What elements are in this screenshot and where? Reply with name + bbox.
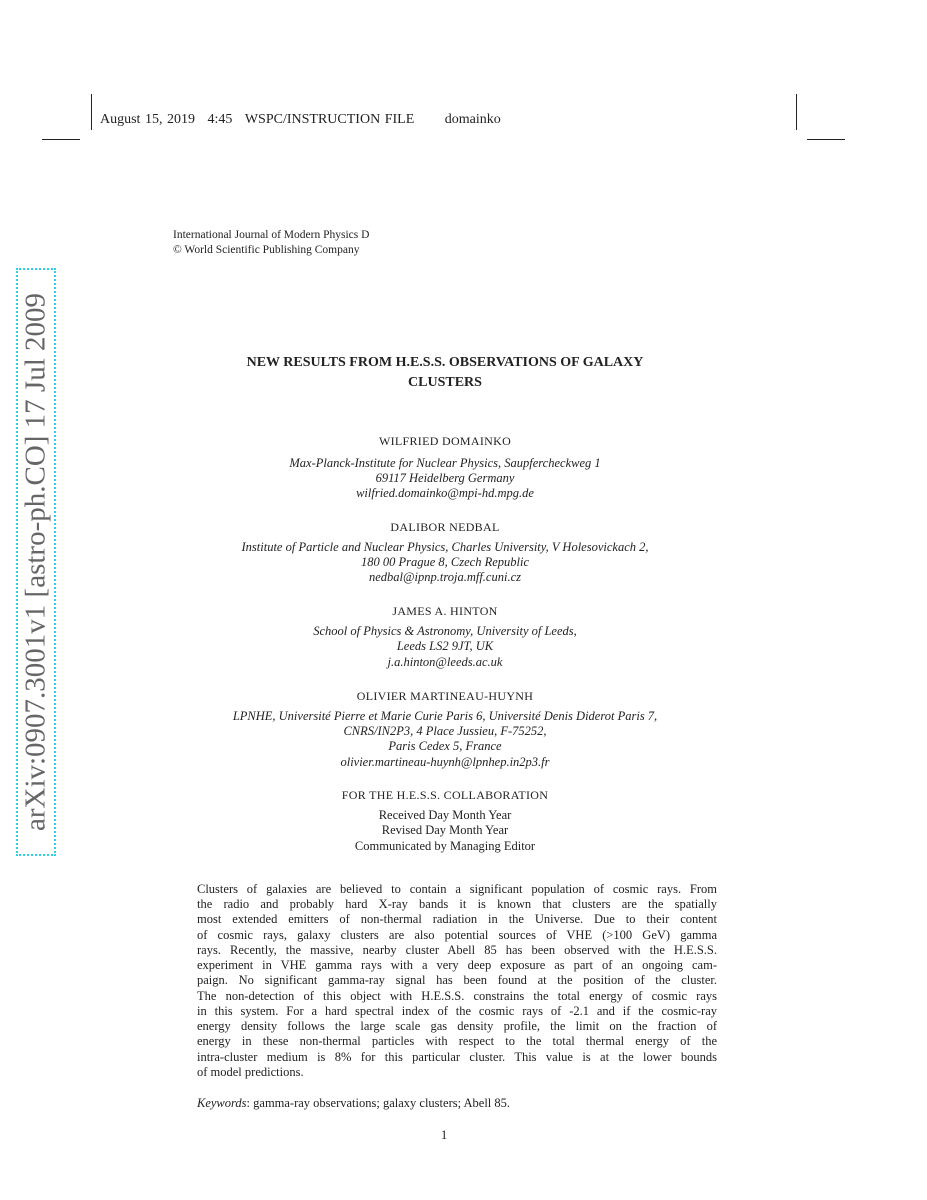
author-affiliation: 180 00 Prague 8, Czech Republic [360,555,530,569]
abstract-line: the radio and probably hard X-ray bands it is known that clusters are the spatially [197,897,717,911]
paper-title: CLUSTERS [408,375,482,390]
abstract-line: rays. Recently, the massive, nearby cluster Abell 85 has been observed with the H.E.S.S. [197,943,717,957]
author-email: olivier.martineau-huynh@lpnhep.in2p3.fr [340,755,550,769]
author-affiliation: Max-Planck-Institute for Nuclear Physics, Saupfercheckweg 1 [289,456,601,470]
abstract-line: energy in these non-thermal particles with respect to the total thermal energy of the [197,1034,717,1048]
journal-copyright: © World Scientific Publishing Company [173,244,360,256]
author-affiliation: 69117 Heidelberg Germany [375,471,515,485]
crop-mark [42,139,80,140]
author-affiliation: Paris Cedex 5, France [388,739,502,753]
received-date: Received Day Month Year [378,808,512,822]
journal-name: International Journal of Modern Physics D [173,229,370,241]
abstract-line: The non-detection of this object with H.E.S.S. constrains the total energy of cosmic rays [197,989,717,1003]
communicated-by: Communicated by Managing Editor [354,839,536,853]
collaboration: FOR THE H.E.S.S. COLLABORATION [341,788,549,802]
abstract-line: of cosmic rays, galaxy clusters are also potential sources of VHE (>100 GeV) gamma [197,928,717,942]
crop-mark [796,94,797,130]
abstract-line: paign. No significant gamma-ray signal has been found at the position of the cluster. [197,973,717,987]
abstract-line: experiment in VHE gamma rays with a very deep exposure as part of an ongoing cam- [197,958,717,972]
author-email: j.a.hinton@leeds.ac.uk [387,655,503,669]
author-name: JAMES A. HINTON [392,604,498,618]
author-affiliation: Leeds LS2 9JT, UK [396,639,494,653]
revised-date: Revised Day Month Year [381,823,509,837]
keywords [197,1096,510,1111]
author-email: wilfried.domainko@mpi-hd.mpg.de [356,486,534,500]
author-affiliation: School of Physics & Astronomy, University of Leeds, [313,624,577,638]
header-date: August 15, 2019 [100,112,195,127]
author-name: OLIVIER MARTINEAU-HUYNH [356,689,534,703]
author-name: DALIBOR NEDBAL [390,520,500,534]
abstract-line: in this system. For a hard spectral index of the cosmic rays of -2.1 and if the cosmic-ray [197,1004,717,1018]
abstract-line: most extended emitters of non-thermal radiation in the Universe. Due to their content [197,912,717,926]
paper-title: NEW RESULTS FROM H.E.S.S. OBSERVATIONS OF GALAXY [246,355,644,370]
keywords-text: : gamma-ray observations; galaxy clusters; Abell 85. [246,1096,511,1110]
author-affiliation: Institute of Particle and Nuclear Physics, Charles University, V Holesovickach 2, [241,540,649,554]
header-file-name: domainko [444,112,501,127]
abstract-line: of model predictions. [197,1065,304,1079]
author-name: WILFRIED DOMAINKO [378,434,512,448]
running-header [100,112,501,128]
crop-mark [807,139,845,140]
page-number: 1 [441,1128,448,1142]
abstract-line: intra-cluster medium is 8% for this particular cluster. This value is at the lower bounds [197,1050,717,1064]
keywords-label: Keywords [197,1096,247,1110]
author-affiliation: CNRS/IN2P3, 4 Place Jussieu, F-75252, [343,724,547,738]
abstract-line: Clusters of galaxies are believed to contain a significant population of cosmic rays. From [197,882,717,896]
header-time: 4:45 [207,112,233,127]
header-file-type: WSPC/INSTRUCTION FILE [244,112,415,127]
author-affiliation: LPNHE, Université Pierre et Marie Curie Paris 6, Université Denis Diderot Paris 7, [232,709,658,723]
abstract-line: energy density follows the large scale gas density profile, the limit on the fraction of [197,1019,717,1033]
crop-mark [91,94,92,130]
arxiv-stamp: arXiv:0907.3001v1 [astro-ph.CO] 17 Jul 2009 [16,268,56,856]
author-email: nedbal@ipnp.troja.mff.cuni.cz [369,570,521,584]
